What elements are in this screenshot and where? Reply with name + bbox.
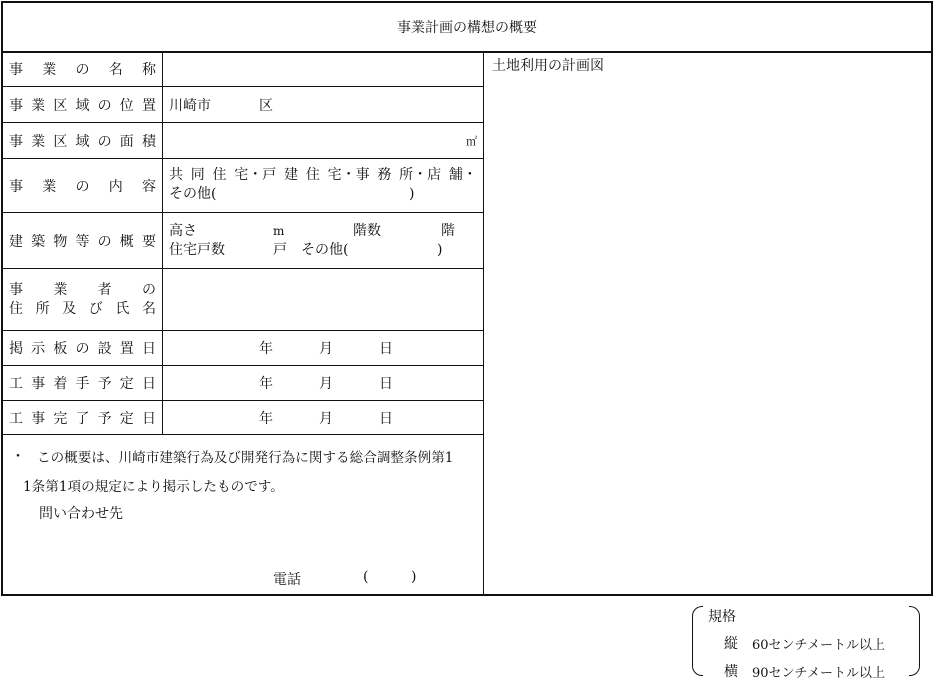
value-end-date[interactable]: 年 月 日 — [259, 410, 393, 427]
phone-paren-close: ) — [411, 569, 417, 585]
row-building — [3, 213, 483, 269]
contact-label: 問い合わせ先 — [39, 506, 123, 522]
note-section — [3, 435, 483, 594]
label-operator: 事 業 者 の 住 所 及 び 氏 名 — [9, 281, 156, 317]
note-bullet: ・ — [11, 449, 25, 465]
city-text: 川崎市 — [169, 97, 211, 114]
label-building: 建 築 物 等 の 概 要 — [9, 233, 156, 250]
value-start-date[interactable]: 年 月 日 — [259, 376, 393, 392]
ward-text: 区 — [259, 97, 273, 114]
label-sign-date: 掲 示 板 の 設 置 日 — [9, 341, 156, 357]
spec-vertical-value: 60センチメートル以上 — [752, 638, 886, 653]
land-use-plan-area — [484, 51, 931, 594]
value-operator[interactable] — [163, 269, 483, 330]
page-title: 事業計画の構想の概要 — [3, 3, 931, 53]
label-location: 事 業 区 域 の 位 置 — [9, 97, 156, 114]
use-options: 共 同 住 宅・戸 建 住 宅・事 務 所・店 舗・ — [169, 167, 477, 183]
value-location[interactable] — [163, 87, 483, 122]
row-start-date — [3, 366, 483, 401]
phone-label: 電話 — [273, 572, 301, 588]
use-other: その他( ) — [169, 186, 415, 202]
building-line1: 高さ m 階数 階 — [169, 223, 455, 239]
note-line2: 1条第1項の規定により掲示したものです。 — [23, 479, 284, 495]
label-name: 事 業 の 名 称 — [9, 61, 156, 78]
spec-title: 規格 — [708, 609, 736, 625]
row-content — [3, 159, 483, 213]
spec-horizontal-value: 90センチメートル以上 — [752, 666, 886, 681]
building-line2: 住宅戸数 戸 その他( ) — [169, 242, 443, 258]
row-location — [3, 87, 483, 123]
row-area — [3, 123, 483, 159]
land-use-plan-label: 土地利用の計画図 — [492, 58, 604, 74]
spec-horizontal-label: 横 — [724, 664, 738, 680]
row-operator — [3, 269, 483, 331]
spec-vertical-label: 縦 — [724, 636, 738, 652]
row-name — [3, 51, 483, 87]
label-area: 事 業 区 域 の 面 積 — [9, 133, 156, 150]
value-sign-date[interactable]: 年 月 日 — [259, 341, 393, 357]
value-name[interactable] — [163, 51, 483, 86]
info-table — [3, 51, 484, 594]
phone-paren-open: ( — [363, 569, 369, 585]
right-bracket — [909, 606, 920, 676]
label-content: 事 業 の 内 容 — [9, 178, 156, 195]
left-bracket — [692, 606, 703, 676]
notice-board — [1, 1, 933, 596]
note-line1: この概要は、川崎市建築行為及び開発行為に関する総合調整条例第1 — [37, 450, 454, 466]
spec-note — [692, 606, 920, 681]
label-end-date: 工 事 完 了 予 定 日 — [9, 410, 156, 427]
row-end-date — [3, 401, 483, 435]
area-unit: ㎡ — [466, 134, 477, 148]
value-area[interactable] — [163, 123, 483, 158]
row-sign-date — [3, 331, 483, 366]
label-start-date: 工 事 着 手 予 定 日 — [9, 376, 156, 392]
value-content — [163, 159, 483, 212]
value-building — [163, 213, 483, 268]
